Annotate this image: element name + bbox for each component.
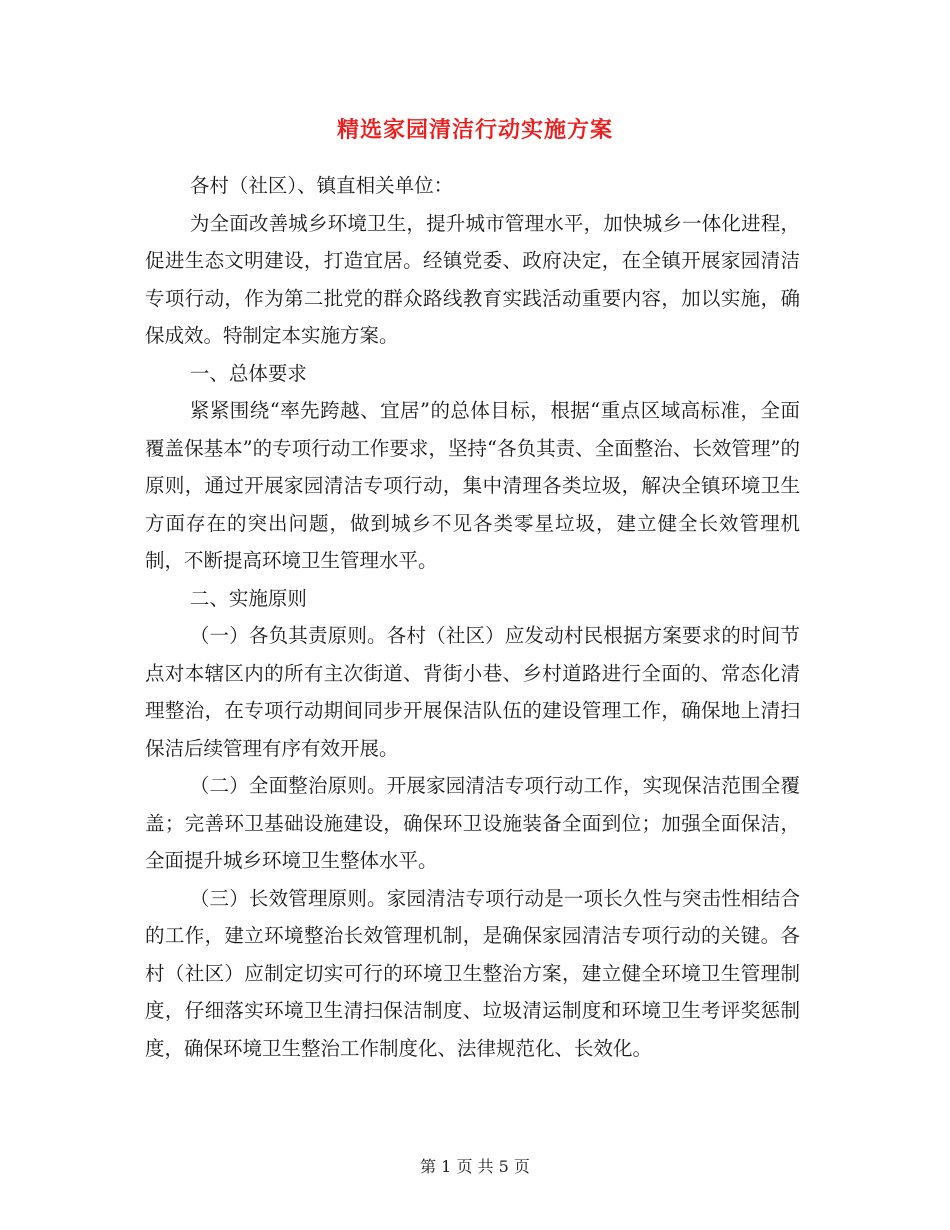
principle-2-paragraph: （二）全面整治原则。开展家园清洁专项行动工作，实现保洁范围全覆盖；完善环卫基础设施建设，确保环卫设施装备全面到位；加强全面保洁，全面提升城乡环境卫生整体水平。 xyxy=(145,774,800,872)
document-title: 精选家园清洁行动实施方案 xyxy=(336,117,613,143)
salutation-paragraph: 各村（社区）、镇直相关单位： xyxy=(189,174,454,197)
document-body xyxy=(145,167,800,1067)
page-number-footer: 第 1 页 共 5 页 xyxy=(420,1157,530,1176)
principle-3-paragraph: （三）长效管理原则。家园清洁专项行动是一项长久性与突击性相结合的工作，建立环境整治长效管理机制，是确保家园清洁专项行动的关键。各村（社区）应制定切实可行的环境卫生整治方案，建立健全环境卫生管理制度，仔细落实环境卫生清扫保洁制度、垃圾清运制度和环境卫生考评奖惩制度，确保环境卫生整治工作制度化、法律规范化、长效化。 xyxy=(145,886,800,1060)
intro-paragraph: 为全面改善城乡环境卫生，提升城市管理水平，加快城乡一体化进程，促进生态文明建设，打造宜居。经镇党委、政府决定，在全镇开展家园清洁专项行动，作为第二批党的群众路线教育实践活动重要内容，加以实施，确保成效。特制定本实施方案。 xyxy=(145,211,800,347)
section-heading-overall-requirements: 一、总体要求 xyxy=(189,361,307,385)
overall-requirements-paragraph: 紧紧围绕“率先跨越、宜居”的总体目标，根据“重点区域高标准，全面覆盖保基本”的专项行动工作要求，坚持“各负其责、全面整治、长效管理”的原则，通过开展家园清洁专项行动，集中清理各类垃圾，解决全镇环境卫生方面存在的突出问题，做到城乡不见各类零星垃圾，建立健全长效管理机制，不断提高环境卫生管理水平。 xyxy=(145,399,800,572)
section-heading-implementation-principles: 二、实施原则 xyxy=(189,586,307,610)
principle-1-paragraph: （一）各负其责原则。各村（社区）应发动村民根据方案要求的时间节点对本辖区内的所有主次街道、背街小巷、乡村道路进行全面的、常态化清理整治，在专项行动期间同步开展保洁队伍的建设管理工作，确保地上清扫保洁后续管理有序有效开展。 xyxy=(145,624,800,760)
